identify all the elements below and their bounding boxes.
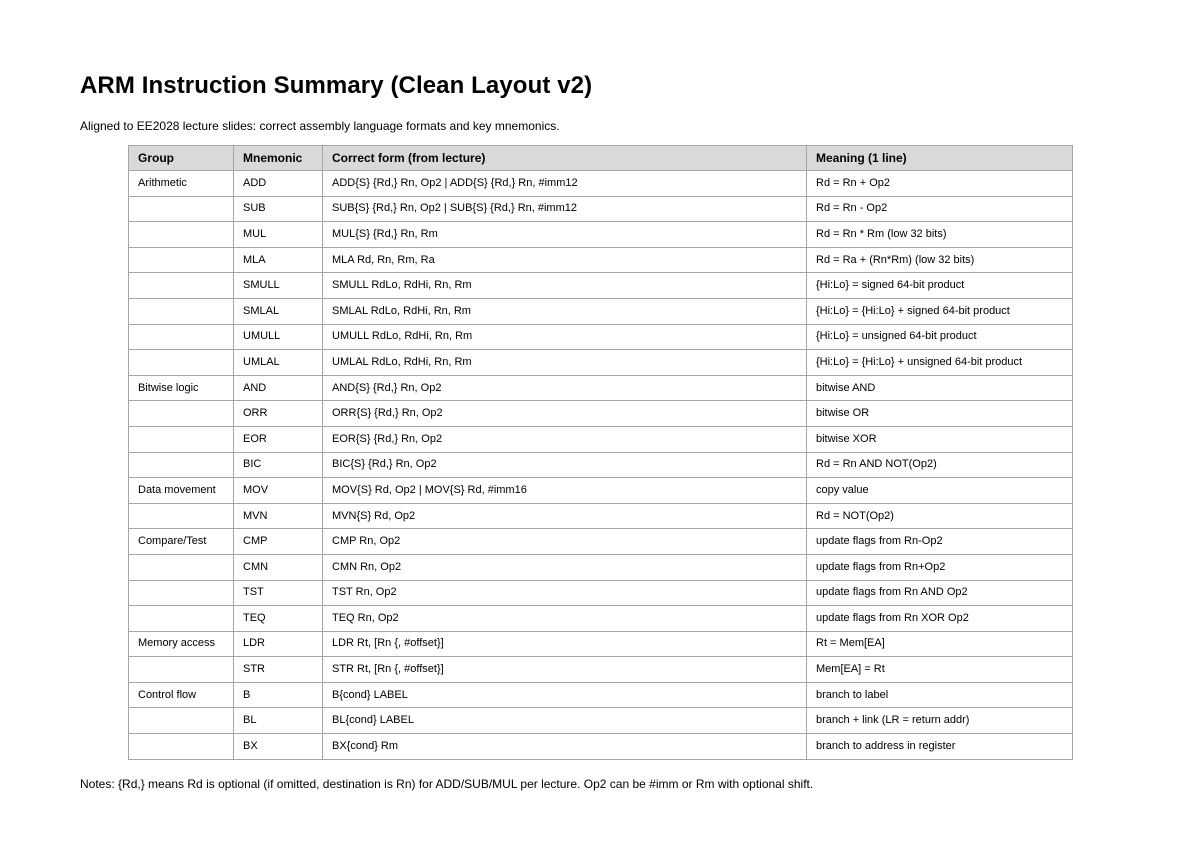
- table-row: [129, 580, 1073, 606]
- table-row: [129, 350, 1073, 376]
- table-row: [129, 682, 1073, 708]
- cell-group: [129, 247, 234, 273]
- table-row: [129, 171, 1073, 197]
- cell-group: [129, 222, 234, 248]
- cell-group: [129, 554, 234, 580]
- table-row: [129, 401, 1073, 427]
- cell-mnemonic: SUB: [234, 196, 323, 222]
- cell-group: [129, 196, 234, 222]
- cell-form: STR Rt, [Rn {, #offset}]: [323, 657, 807, 683]
- cell-meaning: Rd = Rn * Rm (low 32 bits): [807, 222, 1073, 248]
- cell-mnemonic: B: [234, 682, 323, 708]
- cell-mnemonic: MOV: [234, 478, 323, 504]
- cell-form: CMP Rn, Op2: [323, 529, 807, 555]
- cell-mnemonic: UMULL: [234, 324, 323, 350]
- cell-group: [129, 734, 234, 760]
- cell-meaning: Rd = Rn + Op2: [807, 171, 1073, 197]
- cell-mnemonic: AND: [234, 375, 323, 401]
- cell-group: [129, 452, 234, 478]
- page-title: ARM Instruction Summary (Clean Layout v2): [80, 72, 593, 99]
- cell-mnemonic: SMLAL: [234, 298, 323, 324]
- header-meaning: Meaning (1 line): [807, 146, 1073, 171]
- cell-form: SMULL RdLo, RdHi, Rn, Rm: [323, 273, 807, 299]
- cell-form: MOV{S} Rd, Op2 | MOV{S} Rd, #imm16: [323, 478, 807, 504]
- cell-mnemonic: BIC: [234, 452, 323, 478]
- footnote: Notes: {Rd,} means Rd is optional (if omitted, destination is Rn) for ADD/SUB/MUL per lecture. Op2 can be #imm or Rm with optional shift.: [80, 777, 814, 791]
- table-row: [129, 375, 1073, 401]
- cell-form: SUB{S} {Rd,} Rn, Op2 | SUB{S} {Rd,} Rn, #imm12: [323, 196, 807, 222]
- cell-meaning: Rd = Ra + (Rn*Rm) (low 32 bits): [807, 247, 1073, 273]
- cell-form: TEQ Rn, Op2: [323, 606, 807, 632]
- table-row: [129, 247, 1073, 273]
- cell-group: [129, 401, 234, 427]
- cell-meaning: copy value: [807, 478, 1073, 504]
- cell-meaning: bitwise OR: [807, 401, 1073, 427]
- table-row: [129, 324, 1073, 350]
- cell-meaning: update flags from Rn AND Op2: [807, 580, 1073, 606]
- cell-mnemonic: MLA: [234, 247, 323, 273]
- cell-form: MUL{S} {Rd,} Rn, Rm: [323, 222, 807, 248]
- cell-form: MVN{S} Rd, Op2: [323, 503, 807, 529]
- cell-meaning: branch to address in register: [807, 734, 1073, 760]
- cell-meaning: update flags from Rn+Op2: [807, 554, 1073, 580]
- cell-group: [129, 657, 234, 683]
- cell-group: Bitwise logic: [129, 375, 234, 401]
- header-correct-form: Correct form (from lecture): [323, 146, 807, 171]
- cell-meaning: bitwise XOR: [807, 426, 1073, 452]
- header-group: Group: [129, 146, 234, 171]
- table-row: [129, 657, 1073, 683]
- cell-meaning: update flags from Rn XOR Op2: [807, 606, 1073, 632]
- cell-form: SMLAL RdLo, RdHi, Rn, Rm: [323, 298, 807, 324]
- cell-form: ORR{S} {Rd,} Rn, Op2: [323, 401, 807, 427]
- cell-group: Memory access: [129, 631, 234, 657]
- table-row: [129, 196, 1073, 222]
- cell-mnemonic: STR: [234, 657, 323, 683]
- cell-mnemonic: ADD: [234, 171, 323, 197]
- cell-meaning: Rd = Rn AND NOT(Op2): [807, 452, 1073, 478]
- cell-meaning: {Hi:Lo} = {Hi:Lo} + unsigned 64-bit product: [807, 350, 1073, 376]
- cell-group: [129, 606, 234, 632]
- cell-meaning: Rd = NOT(Op2): [807, 503, 1073, 529]
- cell-group: [129, 503, 234, 529]
- cell-meaning: branch to label: [807, 682, 1073, 708]
- cell-form: BX{cond} Rm: [323, 734, 807, 760]
- cell-group: Control flow: [129, 682, 234, 708]
- cell-meaning: Rt = Mem[EA]: [807, 631, 1073, 657]
- cell-form: UMULL RdLo, RdHi, Rn, Rm: [323, 324, 807, 350]
- table-row: [129, 478, 1073, 504]
- cell-form: UMLAL RdLo, RdHi, Rn, Rm: [323, 350, 807, 376]
- cell-mnemonic: MUL: [234, 222, 323, 248]
- cell-group: [129, 426, 234, 452]
- cell-mnemonic: UMLAL: [234, 350, 323, 376]
- cell-group: [129, 324, 234, 350]
- table-row: [129, 708, 1073, 734]
- cell-form: B{cond} LABEL: [323, 682, 807, 708]
- table-row: [129, 452, 1073, 478]
- table-row: [129, 426, 1073, 452]
- cell-mnemonic: MVN: [234, 503, 323, 529]
- table-row: [129, 606, 1073, 632]
- cell-mnemonic: TEQ: [234, 606, 323, 632]
- table-row: [129, 554, 1073, 580]
- cell-mnemonic: BL: [234, 708, 323, 734]
- cell-form: CMN Rn, Op2: [323, 554, 807, 580]
- header-mnemonic: Mnemonic: [234, 146, 323, 171]
- table-row: [129, 298, 1073, 324]
- cell-form: BL{cond} LABEL: [323, 708, 807, 734]
- cell-meaning: Rd = Rn - Op2: [807, 196, 1073, 222]
- cell-meaning: update flags from Rn-Op2: [807, 529, 1073, 555]
- cell-mnemonic: BX: [234, 734, 323, 760]
- cell-mnemonic: CMP: [234, 529, 323, 555]
- page-subtitle: Aligned to EE2028 lecture slides: correct assembly language formats and key mnemonics.: [80, 119, 560, 133]
- cell-form: TST Rn, Op2: [323, 580, 807, 606]
- cell-mnemonic: LDR: [234, 631, 323, 657]
- table-row: [129, 734, 1073, 760]
- table-header-row: [129, 146, 1073, 171]
- table-row: [129, 273, 1073, 299]
- cell-group: [129, 350, 234, 376]
- cell-group: Data movement: [129, 478, 234, 504]
- cell-meaning: Mem[EA] = Rt: [807, 657, 1073, 683]
- cell-form: BIC{S} {Rd,} Rn, Op2: [323, 452, 807, 478]
- cell-group: [129, 298, 234, 324]
- cell-meaning: {Hi:Lo} = signed 64-bit product: [807, 273, 1073, 299]
- cell-mnemonic: SMULL: [234, 273, 323, 299]
- cell-meaning: bitwise AND: [807, 375, 1073, 401]
- cell-meaning: {Hi:Lo} = unsigned 64-bit product: [807, 324, 1073, 350]
- table-row: [129, 503, 1073, 529]
- cell-meaning: {Hi:Lo} = {Hi:Lo} + signed 64-bit product: [807, 298, 1073, 324]
- cell-mnemonic: CMN: [234, 554, 323, 580]
- cell-mnemonic: TST: [234, 580, 323, 606]
- table-row: [129, 222, 1073, 248]
- cell-mnemonic: EOR: [234, 426, 323, 452]
- cell-group: [129, 273, 234, 299]
- cell-form: EOR{S} {Rd,} Rn, Op2: [323, 426, 807, 452]
- cell-form: MLA Rd, Rn, Rm, Ra: [323, 247, 807, 273]
- cell-mnemonic: ORR: [234, 401, 323, 427]
- table-row: [129, 529, 1073, 555]
- cell-meaning: branch + link (LR = return addr): [807, 708, 1073, 734]
- cell-group: Compare/Test: [129, 529, 234, 555]
- cell-form: LDR Rt, [Rn {, #offset}]: [323, 631, 807, 657]
- cell-form: AND{S} {Rd,} Rn, Op2: [323, 375, 807, 401]
- instruction-table: [128, 145, 1073, 760]
- table-row: [129, 631, 1073, 657]
- cell-group: [129, 708, 234, 734]
- cell-form: ADD{S} {Rd,} Rn, Op2 | ADD{S} {Rd,} Rn, #imm12: [323, 171, 807, 197]
- cell-group: Arithmetic: [129, 171, 234, 197]
- table-body: [129, 171, 1073, 760]
- cell-group: [129, 580, 234, 606]
